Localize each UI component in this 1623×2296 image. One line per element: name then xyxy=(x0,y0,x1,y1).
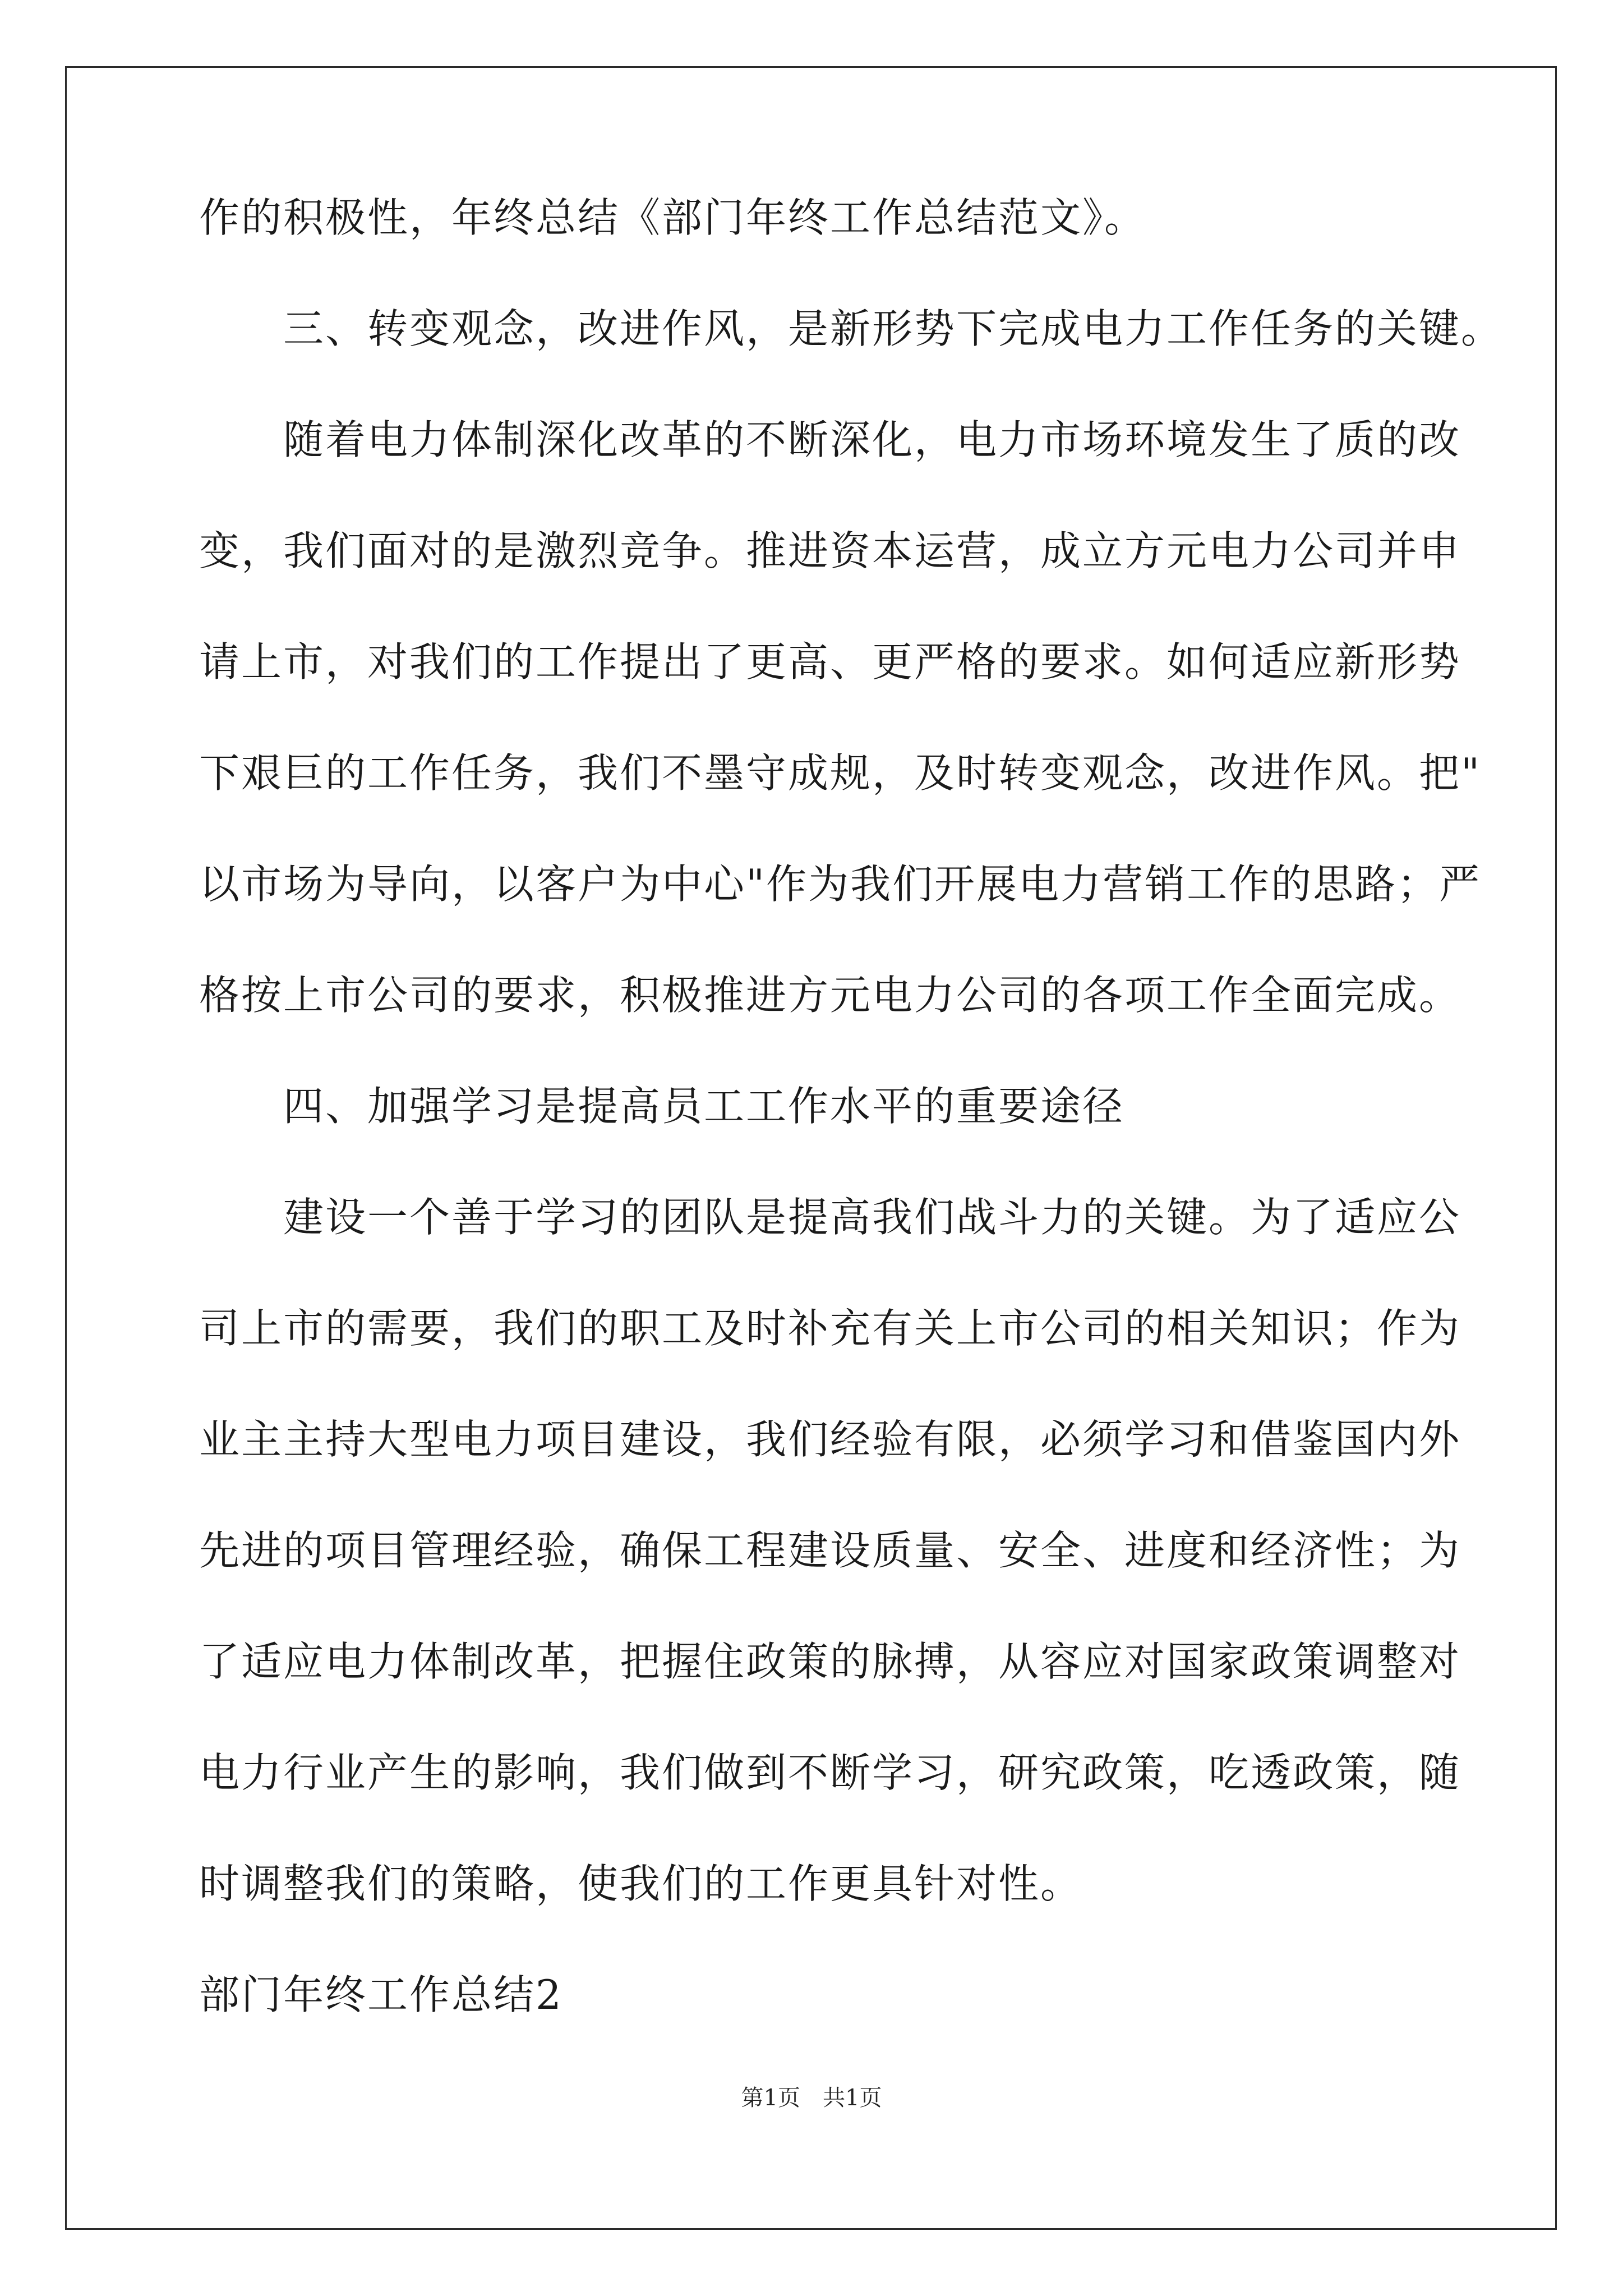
text-line: 格按上市公司的要求，积极推进方元电力公司的各项工作全面完成。 xyxy=(199,972,1461,1019)
text-line: 电力行业产生的影响，我们做到不断学习，研究政策，吃透政策，随 xyxy=(199,1749,1461,1796)
text-line: 随着电力体制深化改革的不断深化，电力市场环境发生了质的改 xyxy=(283,416,1461,463)
text-line: 请上市，对我们的工作提出了更高、更严格的要求。如何适应新形势 xyxy=(199,638,1461,685)
text-line: 业主主持大型电力项目建设，我们经验有限，必须学习和借鉴国内外 xyxy=(199,1416,1461,1463)
text-line: 时调整我们的策略，使我们的工作更具针对性。 xyxy=(199,1860,1083,1907)
text-line: 先进的项目管理经验，确保工程建设质量、安全、进度和经济性；为 xyxy=(199,1527,1461,1574)
section-heading: 四、加强学习是提高员工工作水平的重要途径 xyxy=(283,1083,1125,1130)
page-number-footer: 第1页 共1页 xyxy=(741,2085,882,2111)
document-subtitle: 部门年终工作总结2 xyxy=(199,1971,563,2018)
text-line: 司上市的需要，我们的职工及时补充有关上市公司的相关知识；作为 xyxy=(199,1305,1461,1352)
section-heading: 三、转变观念，改进作风，是新形势下完成电力工作任务的关键。 xyxy=(283,305,1504,352)
text-line: 以市场为导向，以客户为中心"作为我们开展电力营销工作的思路；严 xyxy=(199,861,1482,908)
text-line: 变，我们面对的是激烈竞争。推进资本运营，成立方元电力公司并申 xyxy=(199,527,1461,574)
text-line: 下艰巨的工作任务，我们不墨守成规，及时转变观念，改进作风。把" xyxy=(199,749,1482,797)
text-line: 了适应电力体制改革，把握住政策的脉搏，从容应对国家政策调整对 xyxy=(199,1638,1461,1685)
text-line: 作的积极性，年终总结《部门年终工作总结范文》。 xyxy=(199,194,1147,241)
text-line: 建设一个善于学习的团队是提高我们战斗力的关键。为了适应公 xyxy=(283,1194,1461,1241)
